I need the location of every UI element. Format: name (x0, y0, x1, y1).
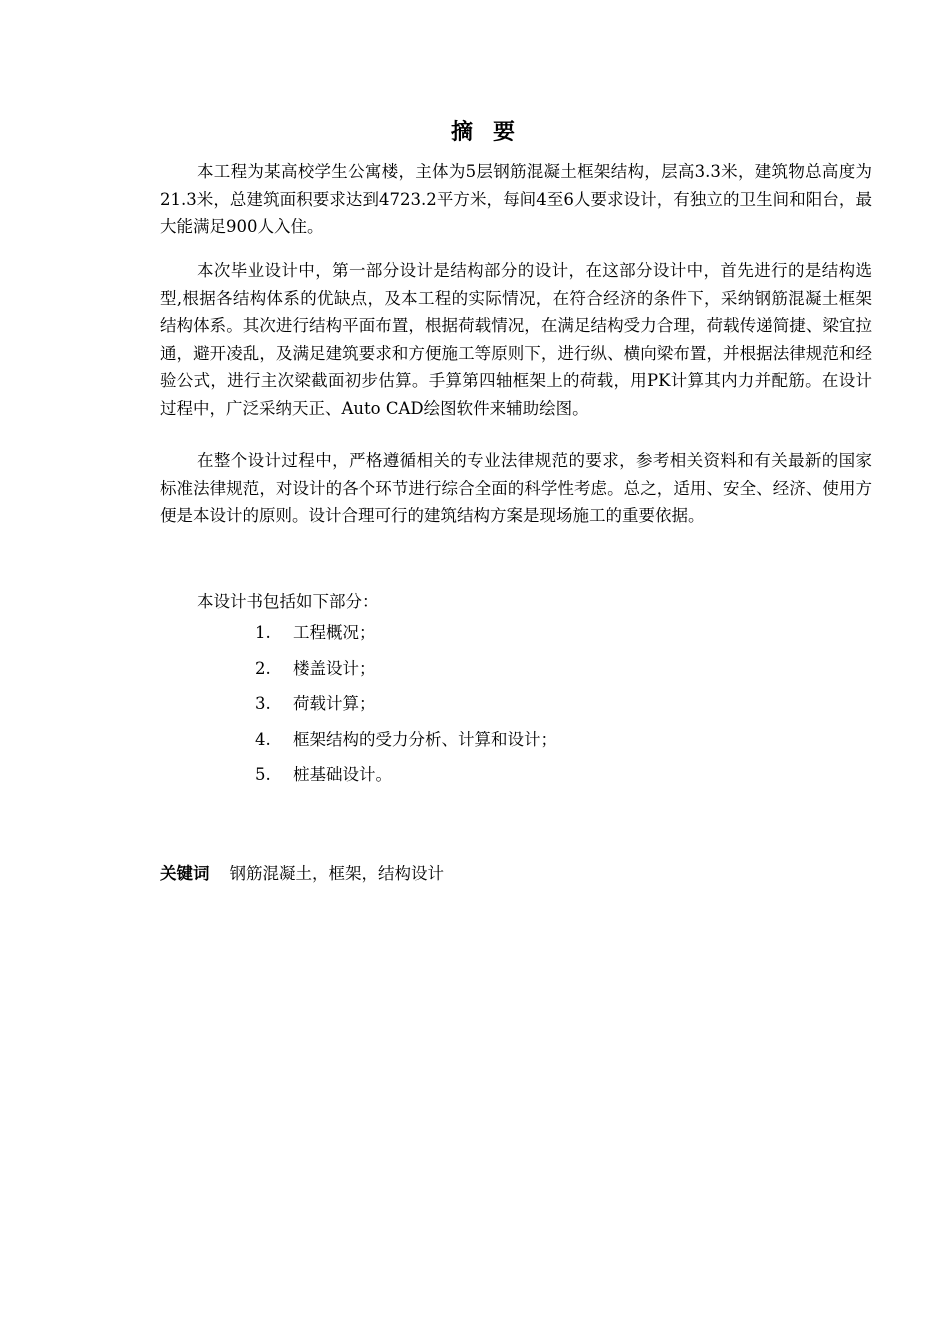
keywords-label: 关键词 (160, 864, 210, 883)
keywords-text: 钢筋混凝土，框架，结构设计 (229, 864, 444, 883)
list-item-number: 4. (255, 729, 271, 749)
list-item-text: 荷载计算； (293, 694, 376, 713)
abstract-title: 摘要 (450, 120, 535, 145)
abstract-paragraph-3: 在整个设计过程中，严格遵循相关的专业法律规范的要求，参考相关资料和有关最新的国家标准法律规范，对设计的各个环节进行综合全面的科学性考虑。总之，适用、安全、经济、使用方便是本设计的原则。设计合理可行的建筑结构方案是现场施工的重要依据。 (160, 451, 872, 526)
list-item (255, 619, 557, 655)
list-item-number: 3. (255, 694, 271, 713)
list-item-number: 1. (255, 623, 271, 642)
list-item (255, 690, 557, 726)
list-item-text: 工程概况； (293, 623, 376, 642)
list-item-text: 楼盖设计； (293, 658, 376, 678)
list-item (255, 726, 557, 762)
list-item (255, 761, 557, 797)
list-item-number: 2. (255, 658, 271, 678)
list-item-text: 桩基础设计。 (293, 765, 392, 784)
abstract-paragraph-2: 本次毕业设计中，第一部分设计是结构部分的设计，在这部分设计中，首先进行的是结构选型,根据各结构体系的优缺点，及本工程的实际情况，在符合经济的条件下，采纳钢筋混凝土框架结构体系。其次进行结构平面布置，根据荷载情况，在满足结构受力合理，荷载传递简捷、梁宜拉通，避开凌乱，及满足建筑要求和方便施工等原则下，进行纵、横向梁布置，并根据法律规范和经验公式，进行主次梁截面初步估算。手算第四轴框架上的荷载，用PK计算其内力并配筋。在设计过程中，广泛采纳天正、Auto CAD绘图软件来辅助绘图。 (160, 261, 872, 418)
contents-intro: 本设计书包括如下部分： (197, 592, 379, 611)
list-item-number: 5. (255, 765, 271, 784)
list-item-text: 框架结构的受力分析、计算和设计； (293, 729, 557, 749)
abstract-paragraph-1: 本工程为某高校学生公寓楼，主体为5层钢筋混凝土框架结构，层高3.3米，建筑物总高度为21.3米，总建筑面积要求达到4723.2平方米，每间4至6人要求设计，有独立的卫生间和阳台，最大能满足900人入住。 (160, 162, 872, 237)
list-item (255, 655, 557, 691)
keywords-line (160, 860, 444, 887)
contents-list (255, 619, 557, 797)
